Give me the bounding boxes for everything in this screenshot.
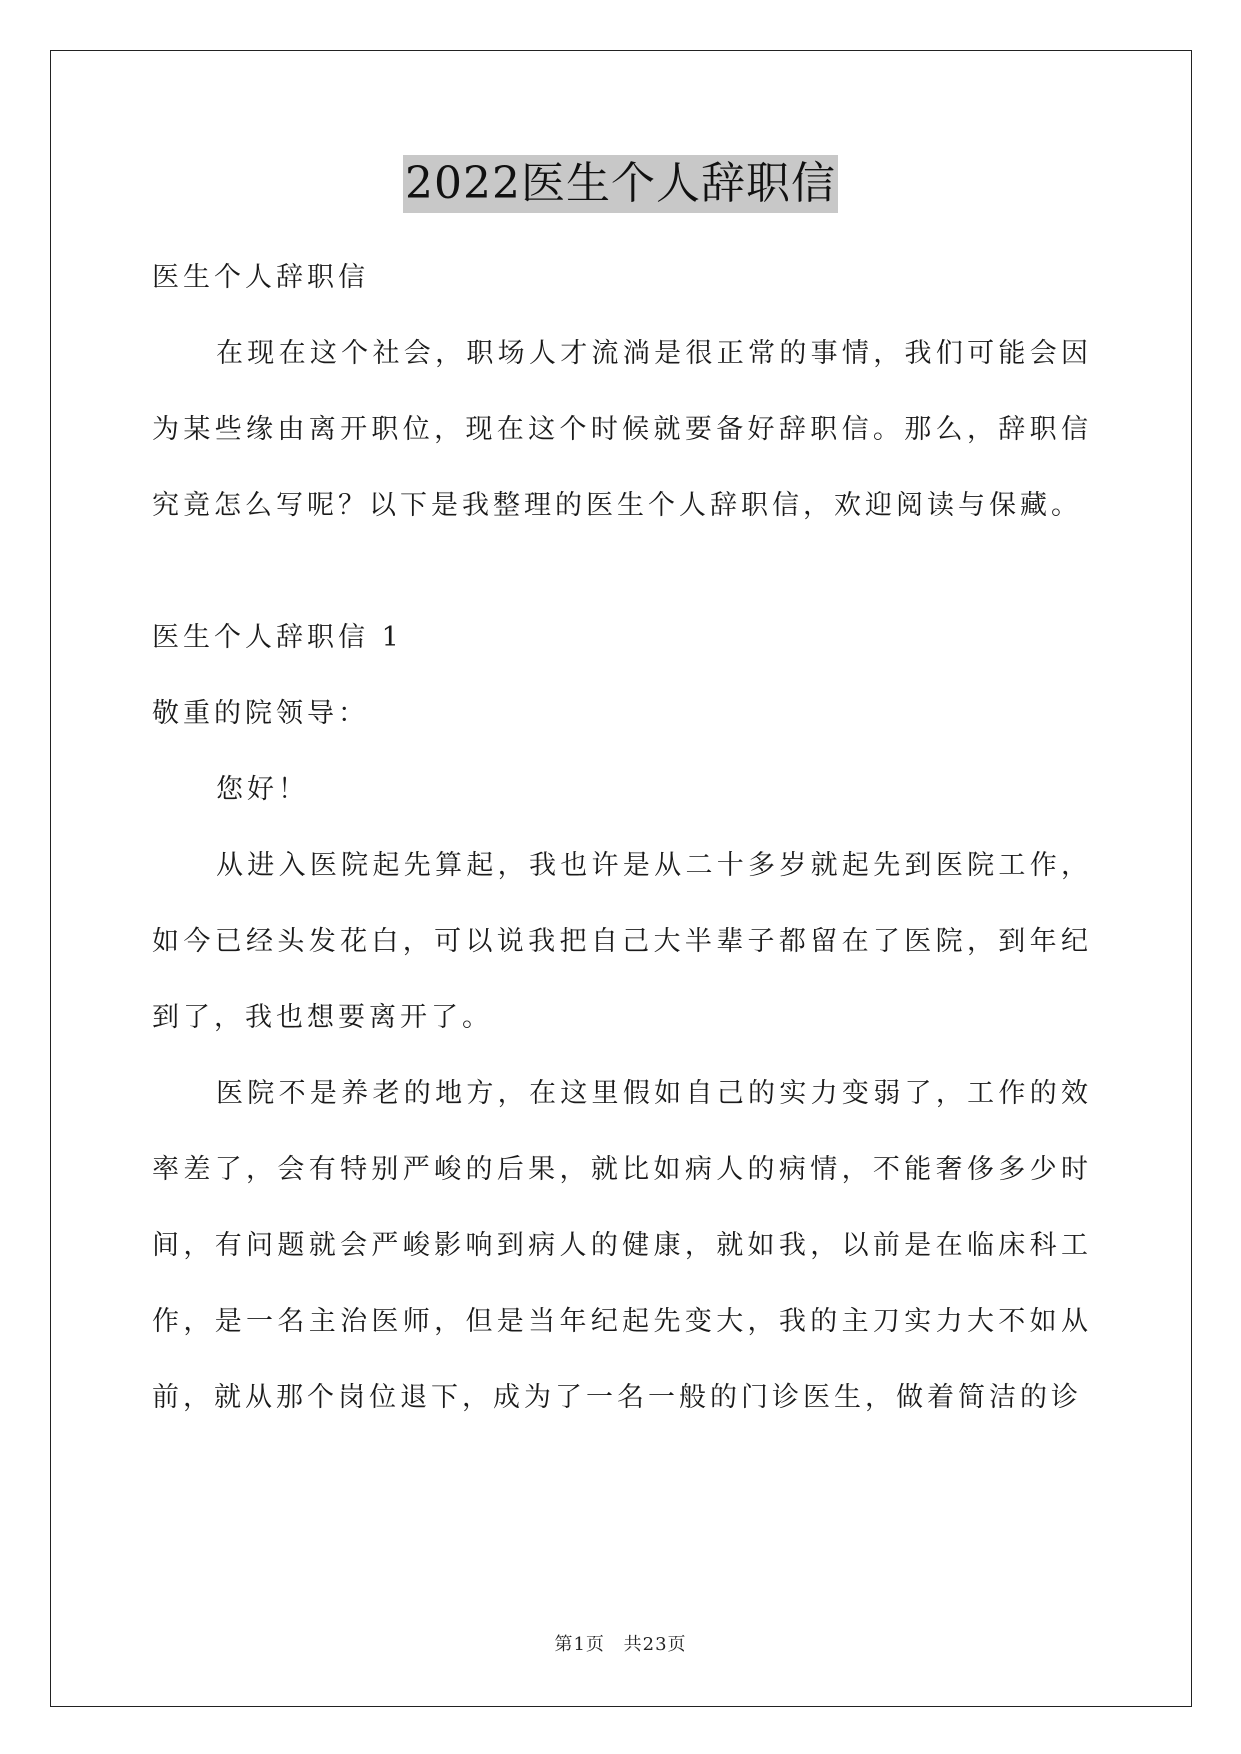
subtitle-paragraph: 医生个人辞职信 bbox=[152, 262, 369, 293]
title-container bbox=[0, 155, 1241, 213]
paragraph-gap bbox=[152, 544, 1092, 600]
section-heading: 医生个人辞职信 1 bbox=[152, 622, 403, 653]
document-title: 2022医生个人辞职信 bbox=[403, 155, 838, 213]
body-paragraph: 医院不是养老的地方，在这里假如自己的实力变弱了，工作的效率差了，会有特别严峻的后果，就比如病人的病情，不能奢侈多少时间，有问题就会严峻影响到病人的健康，就如我，以前是在临床科工作，是一名主治医师，但是当年纪起先变大，我的主刀实力大不如从前，就从那个岗位退下，成为了一名一般的门诊医生，做着简洁的诊 bbox=[152, 1078, 1092, 1413]
page-footer bbox=[0, 1630, 1241, 1656]
page-number: 第1页 bbox=[554, 1634, 605, 1655]
greeting: 您好！ bbox=[216, 774, 309, 805]
intro-paragraph: 在现在这个社会，职场人才流淌是很正常的事情，我们可能会因为某些缘由离开职位，现在这个时候就要备好辞职信。那么，辞职信究竟怎么写呢？以下是我整理的医生个人辞职信，欢迎阅读与保藏。 bbox=[152, 338, 1092, 521]
document-body bbox=[152, 240, 1092, 1436]
salutation: 敬重的院领导： bbox=[152, 698, 369, 729]
page-total: 共23页 bbox=[623, 1634, 687, 1655]
body-paragraph: 从进入医院起先算起，我也许是从二十多岁就起先到医院工作，如今已经头发花白，可以说我把自己大半辈子都留在了医院，到年纪到了，我也想要离开了。 bbox=[152, 850, 1092, 1033]
